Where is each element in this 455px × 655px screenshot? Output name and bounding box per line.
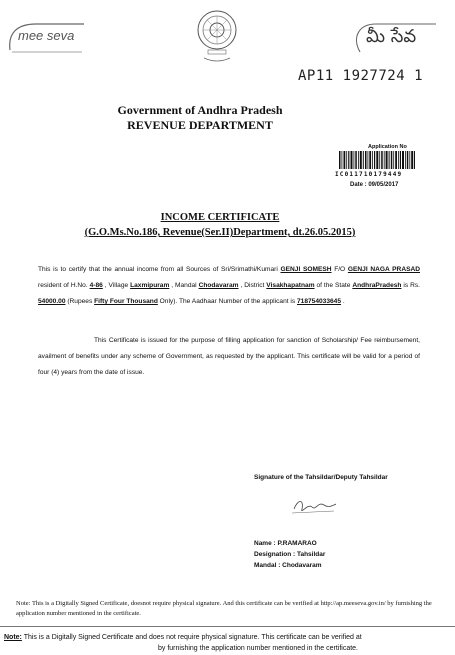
- signature-label: Signature of the Tahsildar/Deputy Tahsildar: [254, 474, 388, 481]
- officer-designation: Designation : Tahsildar: [254, 551, 326, 558]
- note-text: This is a Digitally Signed Certificate and does not require physical signature. This certificate can be verified at: [21, 634, 362, 641]
- village-name: Laxmipuram: [130, 282, 170, 289]
- barcode: [339, 151, 415, 169]
- officer-name: Name : P.RAMARAO: [254, 540, 317, 547]
- mandal-name: Chodavaram: [198, 282, 239, 289]
- certificate-subtitle: (G.O.Ms.No.186, Revenue(Ser.II)Department, dt.26.05.2015): [84, 227, 356, 238]
- income-paragraph: This is to certify that the annual income from all Sources of Sri/Srimathi/Kumari GENJI SOMESH F/O GENJI NAGA PRASAD resident of H.No. 4-86 , Village Laxmipuram , Mandal Chodavaram , District Visakhapatnam of the State AndhraPradesh is Rs. 54000.00 (Rupees Fifty Four Thousand Only). The Aadhaar Number of the applicant is 718754033645 .: [38, 266, 420, 305]
- note-label: Note:: [4, 634, 22, 641]
- bottom-note-line2: by furnishing the application number mentioned in the certificate.: [158, 645, 359, 652]
- certificate-title: INCOME CERTIFICATE: [160, 212, 280, 223]
- certificate-serial-number: AP11 1927724 1: [298, 68, 424, 84]
- income-amount-words: Fifty Four Thousand: [94, 298, 158, 305]
- logo-right-text: మీ సేవ: [366, 26, 417, 47]
- purpose-paragraph: This Certificate is issued for the purpose of filling application for sanction of Scholarship/ Fee reimbursement, availment of benefits under any scheme of Government, as requested by the applicant. This certificate will be valid for a period of four (4) years from the date of issue.: [38, 337, 420, 376]
- state-name: AndhraPradesh: [352, 282, 402, 289]
- application-number: IC011710179449: [335, 171, 403, 178]
- state-emblem: [196, 6, 238, 68]
- issue-date: Date : 09/05/2017: [350, 182, 399, 188]
- department-name: REVENUE DEPARTMENT: [127, 118, 273, 132]
- logo-left-text: mee seva: [18, 28, 75, 43]
- signature-scribble: [290, 495, 340, 517]
- applicant-name: GENJI SOMESH: [280, 266, 332, 273]
- government-name: Government of Andhra Pradesh: [117, 103, 283, 117]
- bottom-note: [4, 633, 444, 643]
- printed-footer-note: Note: This is a Digitally Signed Certificate, doesnot require physical signature. And this certificate can be verified at http://ap.meeseva.gov.in/ by furnishing the application number mentioned in the certificate.: [16, 600, 432, 617]
- income-amount: 54000.00: [38, 298, 66, 305]
- officer-mandal: Mandal : Chodavaram: [254, 562, 322, 569]
- aadhaar-number: 718754033645: [297, 298, 342, 305]
- application-number-label: Application No: [368, 144, 407, 150]
- meeseva-logo-left: [6, 20, 88, 54]
- father-name: GENJI NAGA PRASAD: [347, 266, 420, 273]
- meeseva-logo-right: [350, 20, 440, 56]
- house-number: 4-86: [89, 282, 103, 289]
- footer-divider: [0, 626, 455, 627]
- district-name: Visakhapatnam: [266, 282, 315, 289]
